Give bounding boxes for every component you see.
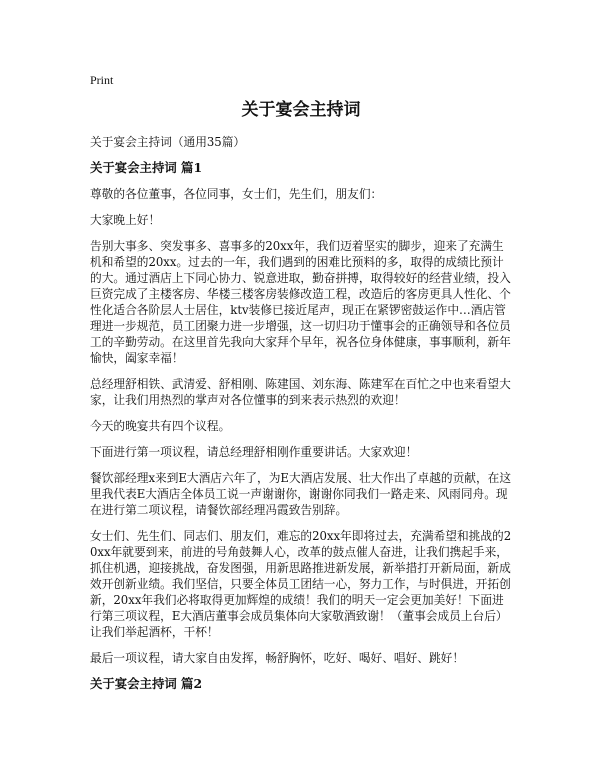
- print-link[interactable]: Print: [90, 73, 114, 87]
- document-title: 关于宴会主持词: [241, 100, 361, 120]
- paragraph: 总经理舒相铁、武清爱、舒相刚、陈建国、刘东海、陈建军在百忙之中也来看望大家，让我们用热烈的掌声对各位懂事的到来表示热烈的欢迎！: [90, 377, 511, 407]
- section-2: [90, 676, 512, 692]
- paragraph: 最后一项议程，请大家自由发挥，畅舒胸怀，吃好、喝好、唱好、跳好！: [90, 651, 465, 665]
- document-body: [90, 69, 512, 692]
- print-bar: [90, 69, 512, 85]
- paragraph: 餐饮部经理x来到E大酒店六年了，为E大酒店发展、壮大作出了卓越的贡献，在这里我代表E大酒店全体员工说一声谢谢你，谢谢你同我们一路走来、风雨同舟。现在进行第二项议程，请餐饮部经理冯霞致告别辞。: [90, 471, 512, 517]
- section-heading: 关于宴会主持词 篇2: [90, 676, 203, 691]
- paragraph: 尊敬的各位董事，各位同事，女士们，先生们，朋友们：: [90, 187, 383, 201]
- paragraph: 今天的晚宴共有四个议程。: [90, 419, 231, 433]
- section-heading: 关于宴会主持词 篇1: [90, 160, 203, 175]
- paragraph: 下面进行第一项议程，请总经理舒相刚作重要讲话。大家欢迎！: [90, 445, 418, 459]
- paragraph: 告别大事多、突发事多、喜事多的20xx年，我们迈着坚实的脚步，迎来了充满生机和希望的20xx。过去的一年，我们遇到的困难比预料的多，取得的成绩比预计的大。通过酒店上下同心协力、锐意进取，勤奋拼搏，取得较好的经营业绩，投入巨资完成了主楼客房、华楼三楼客房装修改造工程，改造后的客房更具人性化、个性化适合各阶层人士居住，ktv装修已接近尾声，现正在紧锣密鼓运作中…酒店管理进一步规范，员工团聚力进一步增强，这一切归功于懂事会的正确领导和各位员工的辛勤劳动。在这里首先我向大家拜个早年，祝各位身体健康，事事顺利，新年愉快，阖家幸福！: [90, 239, 511, 365]
- paragraph: 女士们、先生们、同志们、朋友们，难忘的20xx年即将过去，充满希望和挑战的20xx年就要到来，前进的号角鼓舞人心，改革的鼓点催人奋进，让我们携起手来，抓住机遇，迎接挑战，奋发图强，用新思路推进新发展，新举措打开新局面，新成效开创新业绩。我们坚信，只要全体员工团结一心，努力工作，与时俱进，开拓创新，20xx年我们必将取得更加辉煌的成绩！我们的明天一定会更加美好！下面进行第三项议程，E大酒店董事会成员集体向大家敬酒致谢！（董事会成员上台后）让我们举起酒杯，干杯！: [90, 529, 512, 639]
- document-subtitle: 关于宴会主持词（通用35篇）: [90, 135, 246, 149]
- paragraph: 大家晚上好！: [90, 213, 161, 227]
- section-1: [90, 160, 512, 666]
